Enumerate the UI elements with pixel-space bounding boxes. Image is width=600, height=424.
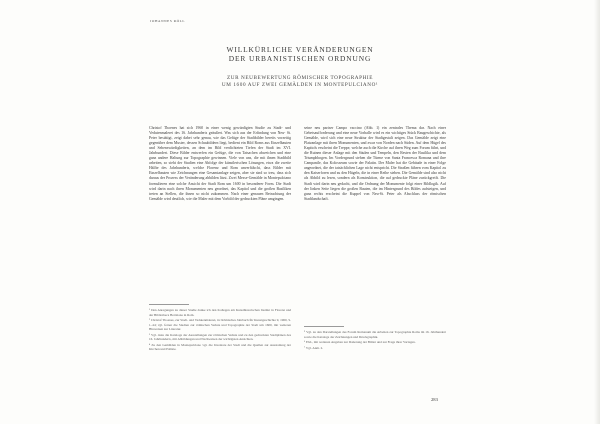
article-title <box>60 45 540 63</box>
footnote: ⁷ Vgl. Anm. 2. <box>304 345 324 350</box>
footnote: ⁵ Vgl. zu den Darstellungen des Forum Romanum die Arbeiten zur Topographie Roms im 16. Jahrhundert sowie die Kataloge der Zeichnungen und Druckgraphik. <box>304 330 446 339</box>
title-line-1: WILLKÜRLICHE VERÄNDERUNGEN <box>226 45 374 54</box>
footnotes-left <box>149 308 291 396</box>
footnote: ⁴ Zu den Gemälden in Montepulciano vgl. die Inventare der Stadt und die Quellen zur Ausstattung der Kirchen und Paläste. <box>149 342 291 351</box>
subtitle-line-2: UM 1600 AUF ZWEI GEMÄLDEN IN MONTEPULCIANO¹ <box>221 81 379 88</box>
footnote-divider-left <box>149 304 189 305</box>
footnote: ⁶ Ebd., mit weiteren Angaben zur Datierung der Bilder und zur Frage ihrer Vorlagen. <box>304 340 416 344</box>
body-column-right <box>304 126 446 321</box>
page-number: 283 <box>431 397 438 402</box>
article-subtitle <box>60 75 540 88</box>
footnote-divider-right <box>304 326 344 327</box>
footnote: ¹ Den Anregungen zu dieser Studie danke ich den Kollegen am Kunsthistorischen Institut in Florenz und der Bibliotheca Hertziana in Rom. <box>149 308 291 317</box>
subtitle-line-1: ZUR NEUBEWERTUNG RÖMISCHER TOPOGRAPHIE <box>226 75 374 81</box>
body-paragraph-left: Christof Thoenes hat sich 1960 in einer wenig gewürdigten Studie zu Stadt- und Vedutenmalerei des 16. Jahrhunderts geäußert. Was sich aus der Erfindung von Neu- St. Peter bestätigt, zeigt dabei sehr genau, wie das Gefüge der Stadtbilder bereits vorzeitig gegenüber dem Muster, dessen Schaubildern liegt, bedient ein Bild Roms aus Einzelbauten und Sehenswürdigkeiten, an dem im Bild verdichteten Tiefen der Stadt im XVI. Jahrhundert. Diese Bilder entwerfen ein Gefüge, die von Tatsachen abweichen und eine ganz andere Haltung zur Topographie gewinnen. Viele von uns, die mit ihnen Stadtbild arbeiten, so sieht der Studien eine Abfolge der künstlerischen Lösungen, etwa die zweite Hälfte des Jahrhunderts, welche Florenz und Rom unverfälscht, dass Bilder mit Einzelbauten wie Zeichnungen eine Gesamtanlage zeigen, aber sie sind so treu, dass sich daraus der Prozess der Veränderung abbilden lässt. Zwei Messe-Gemälde in Montepulciano formulieren eine solche Ansicht der Stadt Rom um 1600 in besonderer Form. Die Stadt wird darin nach ihren Monumenten neu geordnet, das Kapitol und die großen Basiliken treten an Stellen, die ihnen so nicht zukommen. Nach einer genauen Betrachtung der Gemälde wird deutlich, wie die Maler mit dem Vorbild der gedruckten Pläne umgingen. <box>149 126 291 201</box>
running-head: JOHANNES RÖLL <box>150 19 186 23</box>
footnote: ³ Vgl. dazu die Kataloge der Ausstellungen zur römischen Vedute und zu den gedruckten Stadtplänen des 16. Jahrhunderts, mit Abbildungen und Nachweisen der wichtigsten Ansichten. <box>149 332 291 341</box>
scan-edge-shadow <box>594 0 600 424</box>
body-paragraph-right: seine neu pariser Campo vaccino (Abb. 1) ein zentrales Thema dar. Nach einer Gebetsaufforderung und eine neue Vorhalle wird es ein wichtiges Stück Baugeschichte, als Gemälde, wird sich eine neue Struktur der Stadtgestalt zeigen. Das Gemälde zeigt eine Platzanlage mit ihren Monumenten, und zwar von Norden nach Süden. Auf dem Hügel des Kapitols erscheint die Treppe, welche auch die Kirche auf ihren Weg zum Forum führt, und die Ruinen dieser Anlage mit den Säulen und Tempeln, den Resten der Basilika und dem Triumphbogen. Im Vordergrund stehen die Türme von Santa Francesca Romana und ihre Campanile, das Kolosseum sowie der Palatin. Der Maler hat die Gebäude in einer Folge angeordnet, die der tatsächlichen Lage nicht entspricht. Die Straßen führen vom Kapitol zu den Kaiserforen und zu den Hügeln, die in einer Reihe stehen. Die Gemälde sind also nicht als Abbild zu lesen, sondern als Konstruktion, die auf gedruckte Pläne zurückgreift. Die Stadt wird darin neu gedacht, und die Ordnung der Monumente folgt einer Bildlogik. Auf der linken Seite liegen die großen Bauten, die im Hintergrund des Bildes aufsteigen, und ganz rechts erscheint die Kuppel von Neu-St. Peter als Abschluss der römischen Stadtlandschaft. <box>304 126 446 201</box>
title-line-2: DER URBANISTISCHEN ORDNUNG <box>228 54 372 63</box>
footnotes-right <box>304 330 446 390</box>
footnote: ² Christof Thoenes, zur Stadt- und Vedutenmalerei, in: Römisches Jahrbuch für Kunstgeschichte 9, 1960, S. 1–44; vgl. ferner die Studien zur römischen Vedute und Topographie der Stadt um 1600, mit weiteren Hinweisen zur Literatur. <box>149 318 291 331</box>
body-column-left <box>149 126 291 291</box>
